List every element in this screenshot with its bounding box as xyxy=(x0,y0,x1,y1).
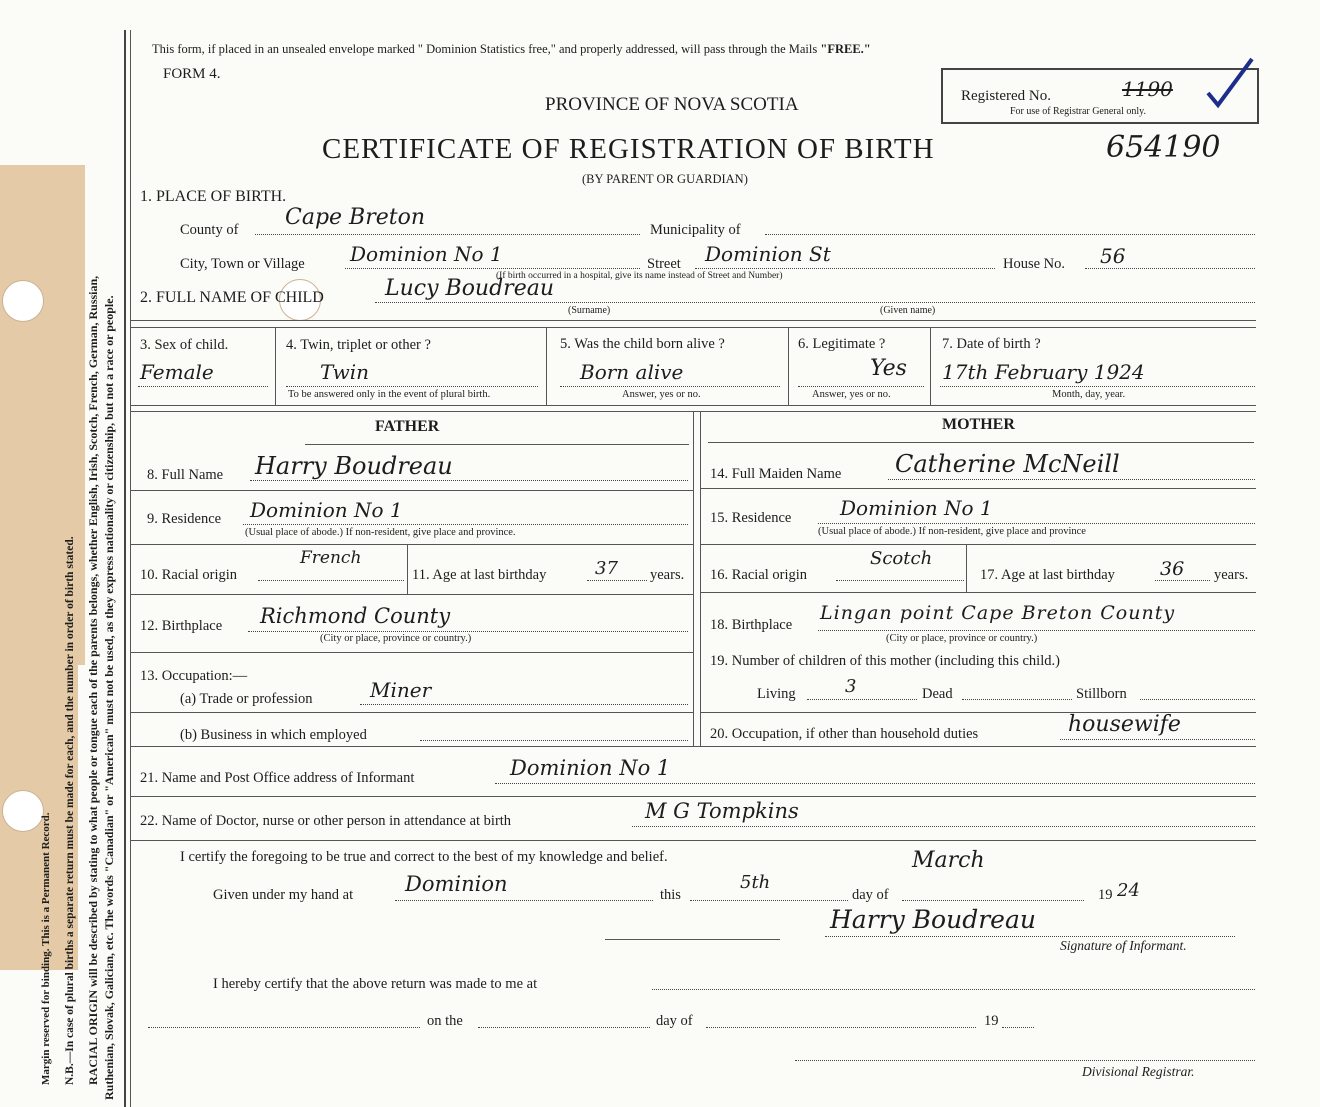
mother-birthplace-line xyxy=(818,630,1255,631)
registrar-place-line xyxy=(652,989,1255,990)
registrar-text: I hereby certify that the above return was made to me at xyxy=(213,976,538,992)
border-left-outer xyxy=(124,30,126,1107)
punch-hole-upper xyxy=(2,280,44,322)
registered-label: Registered No. xyxy=(961,88,1051,104)
margin-note-3: RACIAL ORIGIN will be described by stating to what people or tongue each of the parents belongs, whether English, Irish, Scotch, French, German, Russian, xyxy=(86,275,100,1085)
punch-hole-lower xyxy=(2,790,44,832)
father-age-label: 11. Age at last birthday xyxy=(412,567,547,583)
dob-line xyxy=(940,386,1255,387)
signature-line xyxy=(825,936,1235,937)
father-race-line xyxy=(258,580,404,581)
border-left-inner xyxy=(130,30,131,1107)
place-heading: 1. PLACE OF BIRTH. xyxy=(140,188,287,205)
hospital-note: (If birth occurred in a hospital, give its name instead of Street and Number) xyxy=(496,271,783,281)
business-label: (b) Business in which employed xyxy=(180,727,367,743)
registrar-year-line xyxy=(1002,1027,1034,1028)
city-label: City, Town or Village xyxy=(180,256,305,272)
divider xyxy=(131,652,693,653)
province: PROVINCE OF NOVA SCOTIA xyxy=(545,94,799,115)
mother-race-value: Scotch xyxy=(870,548,933,569)
legit-value: Yes xyxy=(870,356,907,381)
mother-res-line xyxy=(818,523,1255,524)
municipality-line xyxy=(765,234,1255,235)
alive-value: Born alive xyxy=(580,360,684,384)
informant-line xyxy=(495,783,1255,784)
father-race-label: 10. Racial origin xyxy=(140,567,238,583)
cell-divider xyxy=(275,327,276,405)
alive-label: 5. Was the child born alive ? xyxy=(560,336,725,352)
living-label: Living xyxy=(757,686,796,702)
father-res-label: 9. Residence xyxy=(147,511,222,527)
business-line xyxy=(420,740,688,741)
divider xyxy=(131,796,1256,797)
father-birthplace-label: 12. Birthplace xyxy=(140,618,223,634)
dob-value: 17th February 1924 xyxy=(942,360,1145,384)
divider xyxy=(131,712,693,713)
mother-name-label: 14. Full Maiden Name xyxy=(710,466,842,482)
alive-line xyxy=(560,386,780,387)
registrar-month-line xyxy=(706,1027,976,1028)
divider xyxy=(700,592,1256,593)
father-age-unit: years. xyxy=(650,567,685,583)
year-prefix: 19 xyxy=(1098,887,1113,903)
county-label: County of xyxy=(180,222,239,238)
registrar-on-the: on the xyxy=(427,1013,463,1029)
given-label: Given under my hand at xyxy=(213,887,354,903)
mother-children-label: 19. Number of children of this mother (including this child.) xyxy=(710,653,1060,669)
informant-label: 21. Name and Post Office address of Informant xyxy=(140,770,415,786)
father-birthplace-note: (City or place, province or country.) xyxy=(320,633,472,644)
house-line xyxy=(1085,268,1255,269)
given-line xyxy=(395,900,653,901)
trade-line xyxy=(360,704,688,705)
divider xyxy=(131,405,1256,406)
mail-free: "FREE." xyxy=(820,42,871,56)
father-birthplace-line xyxy=(248,631,688,632)
legit-label: 6. Legitimate ? xyxy=(798,336,886,352)
stillborn-label: Stillborn xyxy=(1076,686,1127,702)
doctor-value: M G Tompkins xyxy=(645,799,799,823)
mother-race-label: 16. Racial origin xyxy=(710,567,808,583)
mother-race-line xyxy=(836,580,964,581)
doctor-line xyxy=(632,826,1255,827)
registrar-sign-line xyxy=(795,1060,1255,1061)
father-occ-label: 13. Occupation:— xyxy=(140,668,248,684)
dead-line xyxy=(962,699,1072,700)
municipality-label: Municipality of xyxy=(650,222,741,238)
divider xyxy=(131,840,1256,841)
divider xyxy=(131,544,693,545)
informant-value: Dominion No 1 xyxy=(510,756,671,780)
mail-note-text: This form, if placed in an unsealed envelope marked " Dominion Statistics free," and properly addressed, will pass through the Mails xyxy=(152,42,818,56)
informant-signature: Harry Boudreau xyxy=(830,905,1036,934)
page-subtitle: (BY PARENT OR GUARDIAN) xyxy=(582,172,748,186)
cell-divider xyxy=(966,544,967,592)
surname-note: (Surname) xyxy=(568,305,611,316)
divider xyxy=(131,490,693,491)
signature-label: Signature of Informant. xyxy=(1060,938,1187,953)
this-label: this xyxy=(660,887,681,903)
father-name-value: Harry Boudreau xyxy=(255,452,453,480)
trade-label: (a) Trade or profession xyxy=(180,691,313,707)
child-name-value: Lucy Boudreau xyxy=(385,276,555,301)
given-value: Dominion xyxy=(405,872,508,896)
registrar-note: For use of Registrar General only. xyxy=(1010,106,1146,117)
form-number: FORM 4. xyxy=(163,66,221,82)
page-title: CERTIFICATE OF REGISTRATION OF BIRTH xyxy=(322,133,935,165)
mother-birthplace-value: Lingan point Cape Breton County xyxy=(820,602,1176,624)
twin-label: 4. Twin, triplet or other ? xyxy=(286,337,431,353)
divider xyxy=(131,320,1256,321)
alive-note: Answer, yes or no. xyxy=(622,389,701,400)
father-res-note: (Usual place of abode.) If non-resident, give place and province. xyxy=(245,527,516,538)
father-birthplace-value: Richmond County xyxy=(260,604,451,628)
sex-label: 3. Sex of child. xyxy=(140,337,229,353)
cell-divider xyxy=(930,327,931,405)
street-value: Dominion St xyxy=(705,242,831,266)
city-value: Dominion No 1 xyxy=(350,242,503,266)
living-line xyxy=(807,699,917,700)
child-name-label: 2. FULL NAME OF CHILD xyxy=(140,289,324,306)
column-divider xyxy=(693,411,694,746)
divider xyxy=(605,939,780,940)
house-label: House No. xyxy=(1003,256,1066,272)
sex-value: Female xyxy=(140,360,214,384)
month-value: March xyxy=(912,848,985,873)
mother-res-value: Dominion No 1 xyxy=(840,496,993,520)
column-divider xyxy=(700,411,701,746)
mother-birthplace-note: (City or place, province or country.) xyxy=(886,633,1038,644)
margin-note-4: Ruthenian, Slovak, Galician, etc. The words "Canadian" or "American" must not be used, as they express nationality or citizenship, but not a race or people. xyxy=(102,295,116,1100)
dead-label: Dead xyxy=(922,686,953,702)
city-line xyxy=(345,268,640,269)
sex-line xyxy=(138,386,268,387)
registrar-year-prefix: 19 xyxy=(984,1013,999,1029)
cert-text: I certify the foregoing to be true and correct to the best of my knowledge and belief. xyxy=(180,849,668,865)
registrar-label: Divisional Registrar. xyxy=(1082,1064,1195,1079)
mother-res-note: (Usual place of abode.) If non-resident, give place and province xyxy=(818,526,1086,537)
mother-name-line xyxy=(888,479,1255,480)
year-value: 24 xyxy=(1117,880,1140,901)
father-name-line xyxy=(250,480,688,481)
cell-divider xyxy=(788,327,789,405)
divider xyxy=(708,442,1254,443)
father-age-line xyxy=(587,580,647,581)
father-age-value: 37 xyxy=(595,558,618,579)
street-label: Street xyxy=(647,256,681,272)
county-value: Cape Breton xyxy=(285,205,426,230)
county-line xyxy=(255,234,640,235)
cell-divider xyxy=(407,544,408,594)
stillborn-line xyxy=(1140,699,1255,700)
mother-name-value: Catherine McNeill xyxy=(895,450,1120,478)
child-name-line xyxy=(375,302,1255,303)
divider xyxy=(131,327,1256,328)
given-name-note: (Given name) xyxy=(880,305,936,316)
divider xyxy=(131,746,1256,747)
month-line xyxy=(902,900,1084,901)
mother-age-label: 17. Age at last birthday xyxy=(980,567,1115,583)
margin-note-1: Margin reserved for binding. This is a Permanent Record. xyxy=(40,812,52,1085)
day-line xyxy=(690,900,848,901)
divider xyxy=(700,544,1256,545)
legit-line xyxy=(798,386,924,387)
father-heading: FATHER xyxy=(375,418,440,435)
mother-heading: MOTHER xyxy=(942,416,1015,433)
dob-note: Month, day, year. xyxy=(1052,389,1126,400)
handwritten-number: 654190 xyxy=(1106,130,1221,165)
mother-age-value: 36 xyxy=(1160,558,1185,580)
trade-value: Miner xyxy=(370,678,432,702)
mother-age-unit: years. xyxy=(1214,567,1249,583)
cell-divider xyxy=(546,327,547,405)
mother-birthplace-label: 18. Birthplace xyxy=(710,617,793,633)
father-res-line xyxy=(243,524,688,525)
twin-note: To be answered only in the event of plural birth. xyxy=(288,389,491,400)
mother-occ-line xyxy=(1060,739,1255,740)
registrar-day-of: day of xyxy=(656,1013,693,1029)
margin-note-2: N.B.—In case of plural births a separate return must be made for each, and the number in order of birth stated. xyxy=(64,536,76,1085)
mother-occ-value: housewife xyxy=(1068,712,1181,737)
mother-res-label: 15. Residence xyxy=(710,510,792,526)
twin-value: Twin xyxy=(320,360,370,384)
mail-note xyxy=(152,42,871,57)
father-name-label: 8. Full Name xyxy=(147,467,224,483)
mother-age-line xyxy=(1155,580,1210,581)
divider xyxy=(700,488,1256,489)
registrar-date-line xyxy=(478,1027,650,1028)
divider xyxy=(305,444,689,445)
day-value: 5th xyxy=(740,872,771,893)
legit-note: Answer, yes or no. xyxy=(812,389,891,400)
street-line xyxy=(695,268,995,269)
doctor-label: 22. Name of Doctor, nurse or other person in attendance at birth xyxy=(140,813,512,829)
mother-occ-label: 20. Occupation, if other than household duties xyxy=(710,726,979,742)
father-race-value: French xyxy=(300,548,362,568)
registered-value: 1190 xyxy=(1122,77,1173,101)
living-value: 3 xyxy=(845,676,857,697)
registrar-line xyxy=(148,1027,420,1028)
dob-label: 7. Date of birth ? xyxy=(942,336,1041,352)
day-of-label: day of xyxy=(852,887,889,903)
divider xyxy=(131,594,693,595)
father-res-value: Dominion No 1 xyxy=(250,498,403,522)
house-value: 56 xyxy=(1100,244,1126,268)
twin-line xyxy=(286,386,538,387)
checkmark-icon xyxy=(1200,55,1260,115)
